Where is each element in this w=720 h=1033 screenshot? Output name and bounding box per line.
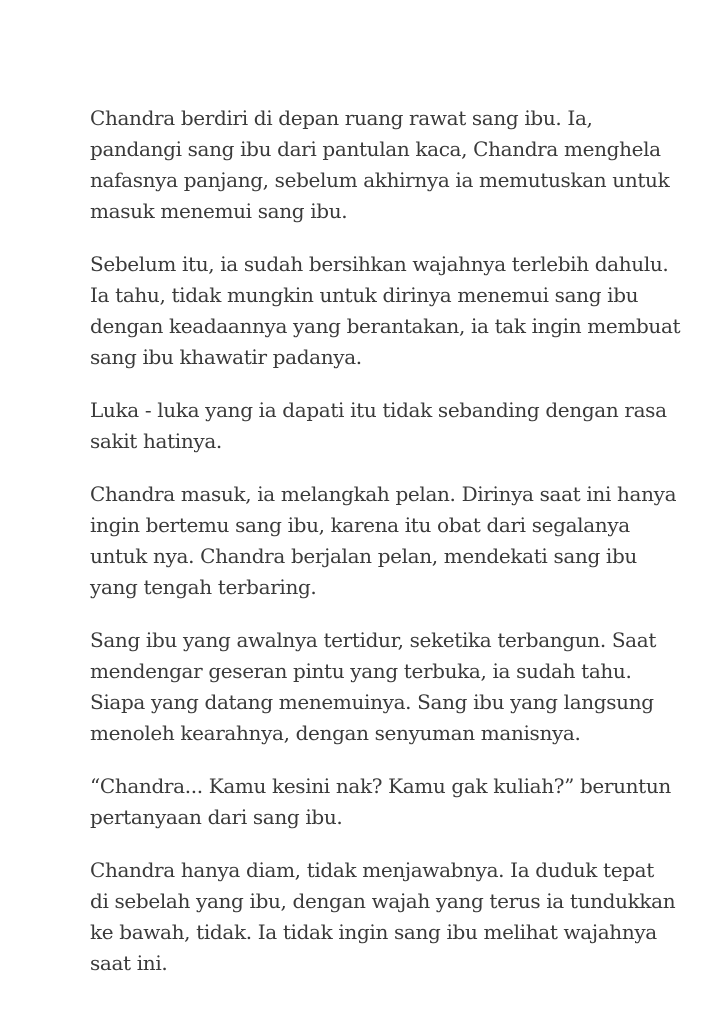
paragraph-3 [90, 395, 667, 457]
text-line: menoleh kearahnya, dengan senyuman manisnya. [90, 721, 581, 745]
paragraph-5 [90, 625, 657, 749]
text-line: sang ibu khawatir padanya. [90, 345, 362, 369]
paragraph-6 [90, 771, 671, 833]
text-line: Chandra masuk, ia melangkah pelan. Dirinya saat ini hanya [90, 482, 677, 506]
text-line: pertanyaan dari sang ibu. [90, 805, 343, 829]
story-text [90, 103, 681, 1001]
text-line: mendengar geseran pintu yang terbuka, ia sudah tahu. [90, 659, 632, 683]
text-line: “Chandra... Kamu kesini nak? Kamu gak kuliah?” beruntun [90, 774, 671, 798]
text-line: Chandra hanya diam, tidak menjawabnya. Ia duduk tepat [90, 858, 654, 882]
text-line: saat ini. [90, 951, 168, 975]
text-line: masuk menemui sang ibu. [90, 199, 348, 223]
text-line: Luka - luka yang ia dapati itu tidak sebanding dengan rasa [90, 398, 667, 422]
text-line: Sebelum itu, ia sudah bersihkan wajahnya terlebih dahulu. [90, 252, 669, 276]
paragraph-4 [90, 479, 677, 603]
text-line: sakit hatinya. [90, 429, 222, 453]
text-line: untuk nya. Chandra berjalan pelan, mendekati sang ibu [90, 544, 637, 568]
text-line: Sang ibu yang awalnya tertidur, seketika terbangun. Saat [90, 628, 657, 652]
text-line: Siapa yang datang menemuinya. Sang ibu yang langsung [90, 690, 654, 714]
text-line: di sebelah yang ibu, dengan wajah yang terus ia tundukkan [90, 889, 676, 913]
text-line: ingin bertemu sang ibu, karena itu obat dari segalanya [90, 513, 630, 537]
paragraph-2 [90, 249, 681, 373]
text-line: dengan keadaannya yang berantakan, ia tak ingin membuat [90, 314, 681, 338]
text-line: Ia tahu, tidak mungkin untuk dirinya menemui sang ibu [90, 283, 639, 307]
text-line: Chandra berdiri di depan ruang rawat sang ibu. Ia, [90, 106, 593, 130]
text-line: yang tengah terbaring. [90, 575, 317, 599]
paragraph-1 [90, 103, 670, 227]
paragraph-7 [90, 855, 676, 979]
text-line: pandangi sang ibu dari pantulan kaca, Chandra menghela [90, 137, 661, 161]
text-line: ke bawah, tidak. Ia tidak ingin sang ibu melihat wajahnya [90, 920, 657, 944]
text-line: nafasnya panjang, sebelum akhirnya ia memutuskan untuk [90, 168, 670, 192]
